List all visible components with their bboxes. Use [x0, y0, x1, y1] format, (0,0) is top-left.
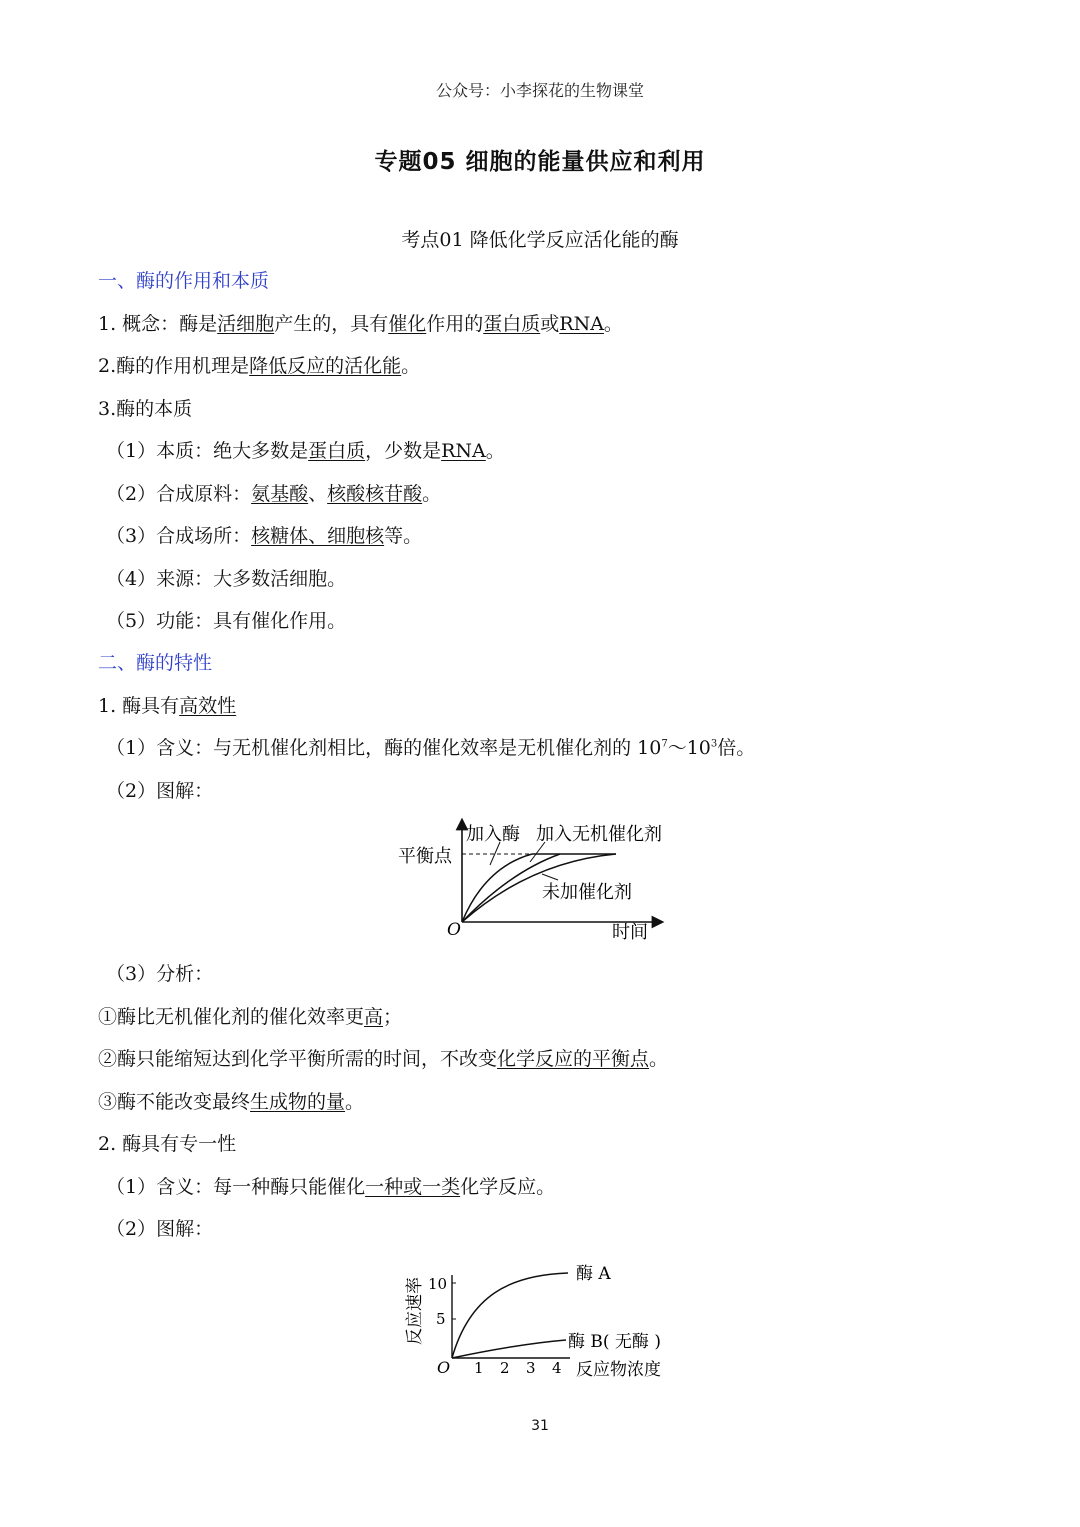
- x-tick-label-2: 2: [500, 1359, 510, 1377]
- efficiency-meaning: （1）含义：与无机催化剂相比，酶的催化效率是无机催化剂的 $10^7\sim 10^3$倍。: [106, 737, 756, 759]
- series-label-inorganic: 加入无机催化剂: [536, 824, 662, 845]
- section-heading-2: 二、酶的特性: [98, 652, 213, 674]
- essence-heading: 3.酶的本质: [98, 398, 193, 420]
- essence-item-5: （5）功能：具有催化作用。: [106, 610, 347, 632]
- equilibrium-label: 平衡点: [398, 846, 452, 867]
- specificity-heading: 2. 酶具有专一性: [98, 1133, 237, 1155]
- essence-item-2: （2）合成原料：氨基酸、核酸核苷酸。: [106, 483, 442, 505]
- section-subtitle: 考点01 降低化学反应活化能的酶: [401, 229, 679, 251]
- x-axis-label: 反应物浓度: [576, 1360, 661, 1380]
- x-tick-label-3: 3: [526, 1359, 536, 1377]
- analysis-label: （3）分析：: [106, 963, 214, 985]
- specificity-chart: [390, 1255, 690, 1385]
- efficiency-chart: [390, 812, 700, 947]
- page-title: 专题05 细胞的能量供应和利用: [374, 149, 706, 175]
- origin-label: O: [447, 920, 461, 940]
- analysis-item-1: ①酶比无机催化剂的催化效率更高；: [98, 1006, 403, 1028]
- x-axis-label: 时间: [612, 922, 648, 943]
- page-header: 公众号：小李探花的生物课堂: [435, 81, 644, 100]
- origin-label: O: [437, 1358, 451, 1377]
- section-heading-1: 一、酶的作用和本质: [98, 270, 270, 292]
- page-number: 31: [531, 1418, 549, 1434]
- label-leader-inorganic: [530, 842, 545, 862]
- specificity-meaning: （1）含义：每一种酶只能催化一种或一类化学反应。: [106, 1176, 556, 1198]
- x-tick-label-4: 4: [552, 1359, 562, 1377]
- concept-line: 1. 概念：酶是活细胞产生的，具有催化作用的蛋白质或RNA。: [98, 313, 623, 335]
- label-leader-none: [542, 874, 558, 880]
- essence-item-1: （1）本质：绝大多数是蛋白质，少数是RNA。: [106, 440, 505, 462]
- efficiency-heading: 1. 酶具有高效性: [98, 695, 237, 717]
- essence-item-3: （3）合成场所：核糖体、细胞核等。: [106, 525, 423, 547]
- series-label-enzyme: 加入酶: [466, 824, 520, 845]
- x-tick-label-1: 1: [474, 1359, 484, 1377]
- series-label-enzyme-b: 酶 B( 无酶 ): [568, 1332, 661, 1352]
- y-tick-label-10: 10: [428, 1275, 448, 1293]
- mechanism-line: 2.酶的作用机理是降低反应的活化能。: [98, 355, 421, 377]
- y-tick-label-5: 5: [436, 1310, 446, 1328]
- series-enzyme-b-curve: [452, 1340, 566, 1358]
- y-axis-label: 反应速率: [405, 1277, 425, 1345]
- series-label-none: 未加催化剂: [542, 882, 632, 903]
- analysis-item-3: ③酶不能改变最终生成物的量。: [98, 1091, 365, 1113]
- essence-item-4: （4）来源：大多数活细胞。: [106, 568, 347, 590]
- series-label-enzyme-a: 酶 A: [576, 1264, 611, 1284]
- analysis-item-2: ②酶只能缩短达到化学平衡所需的时间，不改变化学反应的平衡点。: [98, 1048, 669, 1070]
- series-enzyme-a-curve: [452, 1273, 568, 1358]
- specificity-diagram-label: （2）图解：: [106, 1218, 214, 1240]
- efficiency-diagram-label: （2）图解：: [106, 780, 214, 802]
